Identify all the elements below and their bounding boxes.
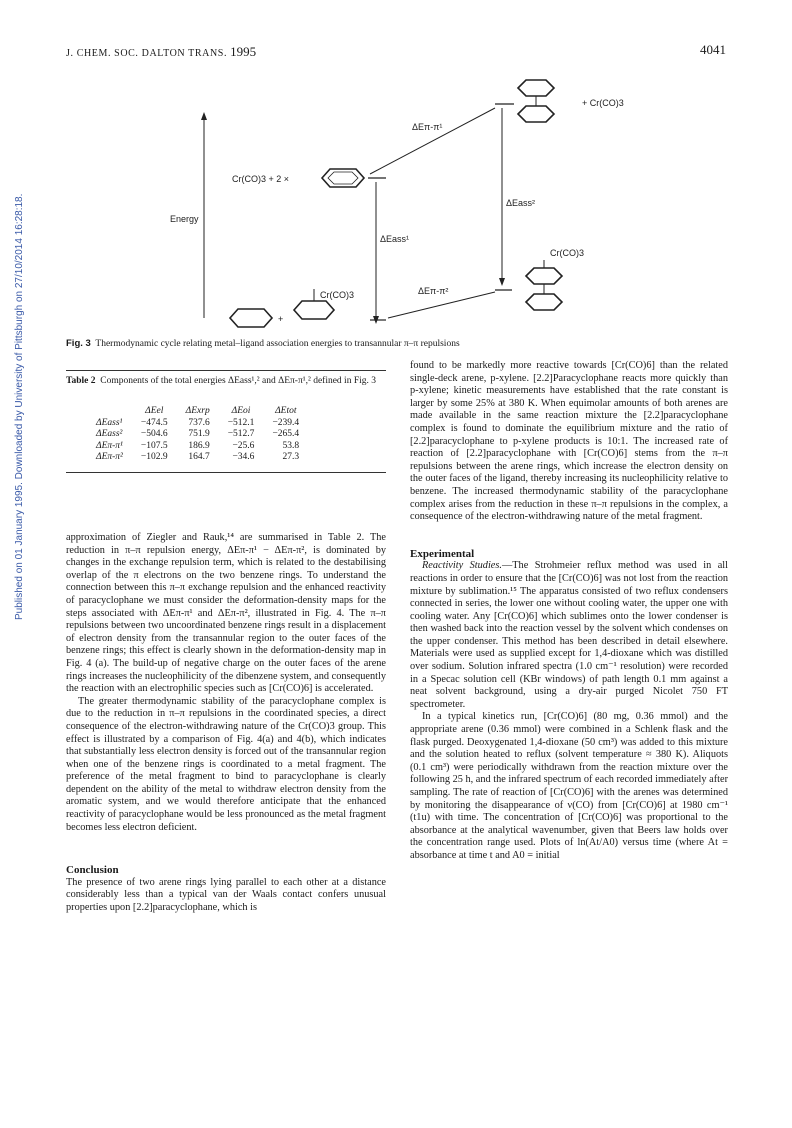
conclusion-heading: Conclusion	[66, 864, 119, 877]
left-column	[66, 532, 386, 915]
table-cell: −474.5	[140, 417, 168, 428]
dE-pipi2-label: ΔEπ-π²	[418, 286, 449, 296]
table-cell: 751.9	[188, 429, 210, 439]
running-head	[66, 44, 256, 60]
body-paragraph: The greater thermodynamic stability of the paracyclophane complex is due to the reduction in π–π repulsions in the coordinated species, a direct consequence of the electron-withdrawing nature of the Cr(CO)3 group. This effect is illustrated by a comparison of Fig. 4(a) and 4(b), which indicates that substantially less electron density is forced out of the transannular region when one of the benzene rings is coordinated to a metal fragment. The preference of the metal fragment to bind to paracyclophane is clearly dependent on the ability of the metal to withdraw electron density from the aromatic system, and we would therefore anticipate that the enhanced reactivity of paracyclophane would be less pronounced as the metal fragment becomes less electron deficient.	[66, 695, 386, 833]
table-cell: −34.6	[232, 452, 255, 462]
dE-ass1-label: ΔEass¹	[380, 234, 410, 244]
plus-sign: +	[278, 314, 284, 324]
table-caption	[66, 376, 386, 388]
table-header: ΔEoi	[231, 406, 251, 416]
table-cell: −512.1	[227, 417, 255, 428]
complexed-upper-deck-icon	[526, 268, 562, 284]
table-cell: −107.5	[140, 440, 168, 451]
table-row	[96, 441, 308, 453]
table-header-row	[96, 406, 308, 418]
table-cell: 27.3	[282, 452, 300, 462]
page-number: 4041	[700, 42, 726, 57]
cr-right-label: Cr(CO)3	[550, 248, 584, 258]
thermodynamic-cycle-figure	[150, 70, 650, 332]
table-caption-text: Components of the total energies ΔEass¹,² and ΔEπ-π¹,² defined in Fig. 3	[100, 376, 376, 386]
table-cell: −512.7	[227, 429, 255, 439]
body-paragraph: found to be markedly more reactive towards [Cr(CO)6] than the related single-deck arene, p-xylene. [2.2]Paracyclophane reacts more quickly than p-xylene; kinetic measurements have established that the rate constant is larger by some 25% at 380 K. When equimolar amounts of both arenes are made available in the same reaction mixture the [2.2]paracyclophane complex is found to dominate the equilibrium mixture and the ratio of [2.2]paracyclophane to p-xylene products is 10:1. The increased rate of reaction of [2.2]paracyclophane with [Cr(CO)6] stems from the π–π repulsions between the arene rings, which increase the electron density on the outer faces of the ligand, thereby increasing its nucleophilicity relative to benzene. The increased thermodynamic stability of the paracyclophane complex arises from the reduction in these π–π repulsions in the complex, a consequence of the electron-withdrawing nature of the metal fragment.	[410, 360, 728, 523]
table-cell: 53.8	[282, 440, 300, 451]
free-benzene-icon	[230, 309, 272, 327]
body-paragraph: approximation of Ziegler and Rauk,¹⁴ are summarised in Table 2. The reduction in π–π repulsion energy, ΔEπ-π¹ − ΔEπ-π², is dominated by changes in the exchange repulsion term, which is related to the destabilising overlap of the π electrons on the two benzene rings. To understand the connection between this π–π exchange repulsion and the enhanced reactivity of paracyclophane we must consider the deformation-density maps for the steps associated with ΔEπ-π¹ and ΔEπ-π², illustrated in Fig. 4. The π–π repulsions between two uncoordinated benzene rings result in a displacement of electron density from the transannular region to the outer faces of the benzene rings; this effect is clearly shown in the deformation-density map in Fig. 4 (a). The build-up of negative charge on the outer faces of the arene rings increases the nucleophilicity of the dibenzene system, and consequently the reaction with an electrophilic species such as [Cr(CO)6] is accelerated.	[66, 532, 386, 695]
dE-ass2-label: ΔEass²	[506, 198, 536, 208]
figure-caption-label: Fig. 3	[66, 338, 91, 349]
table-cell: 737.6	[188, 417, 210, 428]
energy-components-table	[96, 406, 308, 464]
experimental-paragraph	[410, 560, 728, 711]
row-label: ΔEass²	[96, 429, 123, 439]
subsection-lead: Reactivity Studies.	[422, 560, 502, 572]
figure-caption	[66, 338, 726, 349]
table-row	[96, 452, 308, 464]
journal-year: 1995	[230, 44, 257, 59]
lower-deck-ring-icon	[518, 106, 554, 122]
table-caption-label: Table 2	[66, 376, 96, 386]
table-row	[96, 429, 308, 441]
row-label: ΔEass¹	[96, 417, 123, 428]
table-cell: −102.9	[140, 452, 168, 462]
pipi1-connector	[370, 108, 495, 174]
dE-pipi1-label: ΔEπ-π¹	[412, 122, 443, 132]
table-header: ΔEtot	[275, 406, 297, 416]
conclusion-paragraph: The presence of two arene rings lying parallel to each other at a distance considerably less than a typical van der Waals contact confers unusual properties upon [2.2]paracyclophane, which is	[66, 876, 386, 914]
table-top-rule	[66, 370, 386, 371]
table-cell: 164.7	[188, 452, 210, 462]
table-cell: −239.4	[272, 417, 300, 428]
energy-label: Energy	[170, 214, 199, 224]
table-cell: −25.6	[232, 440, 255, 451]
figure-caption-text: Thermodynamic cycle relating metal–ligand association energies to transannular π–π repulsions	[95, 339, 460, 349]
table-header: ΔEel	[145, 406, 164, 416]
benzene-inner-icon	[328, 172, 358, 184]
right-column	[410, 360, 728, 863]
journal-name: J. CHEM. SOC. DALTON TRANS.	[66, 48, 228, 59]
body-paragraph: In a typical kinetics run, [Cr(CO)6] (80 mg, 0.36 mmol) and the appropriate arene (0.36 mmol) were combined in a Schlenk flask and the flask purged. Deoxygenated 1,4-dioxane (50 cm³) was added to this mixture and the solution heated to reflux (solvent temperature ≈ 380 K). Aliquots (0.1 cm³) were periodically withdrawn from the reaction mixture over the following 25 h, and the infrared spectrum of each recorded immediately after sampling. The rate of reaction of [Cr(CO)6] with the arenes was determined by monitoring the disappearance of ν(CO) from [Cr(CO)6] at 1980 cm⁻¹ (t1u) with time. The concentration of [Cr(CO)6] was proportional to the absorbance at the analytical wavenumber, given that Beers law holds over the concentration range used. Plots of ln(At/A0) versus time (where At = absorbance at time t and A0 = initial	[410, 711, 728, 861]
plus-crco-label: + Cr(CO)3	[582, 98, 624, 108]
download-notice: Published on 01 January 1995. Downloaded by University of Pittsburgh on 27/10/2014 16:28:18.	[14, 193, 25, 620]
upper-deck-ring-icon	[518, 80, 554, 96]
table-cell: −504.6	[140, 429, 168, 439]
complexed-lower-deck-icon	[526, 294, 562, 310]
cr-left-label: Cr(CO)3	[320, 290, 354, 300]
table-bottom-rule	[66, 472, 386, 473]
table-cell: 186.9	[188, 440, 210, 451]
table-row	[96, 418, 308, 430]
row-label: ΔEπ-π¹	[96, 440, 123, 451]
energy-axis-arrowhead	[201, 112, 207, 120]
reactants-label: Cr(CO)3 + 2 ×	[232, 174, 290, 184]
row-label: ΔEπ-π²	[96, 452, 123, 462]
experimental-text: —The Strohmeier reflux method was used in all reactions in order to ensure that the [Cr(CO)6] was not lost from the reaction mixture by sublimation.¹⁵ The apparatus consisted of two reflux condensers connected in series, the lower one without cooling water, the upper one with cooling water. Any [Cr(CO)6] which sublimes onto the lower condenser is then washed back into the reaction vessel by the solvent which condenses on the upper condenser. This method has been described in detail elsewhere. Materials were used as supplied except for 1,4-dioxane which was distilled over sodium. Solution infrared spectra (1.0 cm⁻¹ resolution) were recorded in a Specac solution cell (KBr windows) of path length 0.1 mm against a neat solvent background, using a dry-air purged Nicolet 750 FT spectrometer.	[410, 560, 728, 710]
table-header: ΔExrp	[185, 406, 210, 416]
complexed-benzene-icon	[294, 301, 334, 319]
table-cell: −265.4	[272, 429, 300, 439]
ass2-arrowhead	[499, 278, 505, 286]
experimental-heading: Experimental	[410, 547, 475, 560]
